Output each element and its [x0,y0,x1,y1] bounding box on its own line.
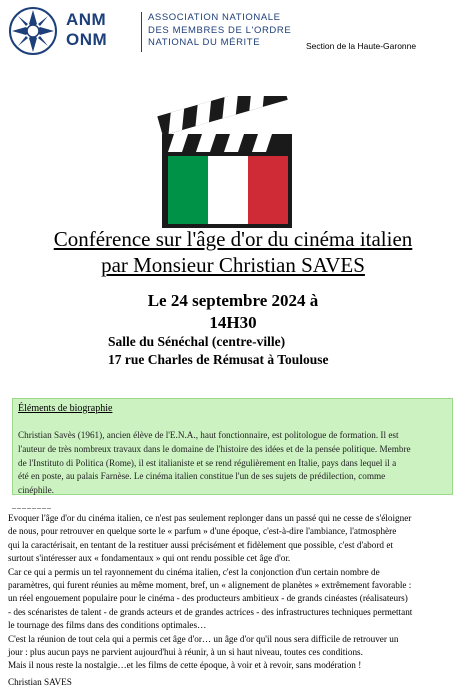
biography-line: l'auteur de très nombreux travaux dans le domaine de l'histoire des idées et de la pensée politique. Membre [18,443,411,454]
description-line: jour : plus aucun pays ne parvient aujourd'hui à réunir, à un si haut niveau, toutes ces conditions. [8,647,363,658]
description-line: Mais il nous reste la nostalgie…et les films de cette époque, à voir et à revoir, sans modération ! [8,660,362,671]
description-line: surtout s'intéresser aux « fondamentaux » qui ont rendu possible cet âge d'or. [8,553,291,564]
biography-line: Christian Savès (1961), ancien élève de l'E.N.A., haut fonctionnaire, est politologue de formation. Il est [18,430,399,440]
conference-description [8,512,458,673]
biography-line: de l'Instituto di Politica (Rome), il est italianiste et se rend régulièrement en Italie, pays dans lequel il a [18,457,397,468]
conference-speaker: par Monsieur Christian SAVES [101,253,365,277]
description-line: qui la caractérisait, en tentant de la restituer aussi précisément et fidèlement que possible, c'est d'abord et [8,539,393,550]
brand-line-2: ONM [66,30,108,49]
author-signature: Christian SAVES [8,677,72,687]
separator-line: ________ [12,501,52,510]
biography-line: cinéphile. [18,485,54,496]
description-line: C'est la réunion de tout cela qui a permis cet âge d'or… un âge d'or qu'il nous sera difficile de retrouver un [8,633,399,644]
brand-initials [66,10,107,50]
association-line-2: DES MEMBRES DE L'ORDRE [148,24,292,36]
association-name [148,12,291,50]
venue-name: Salle du Sénéchal (centre-ville) [108,334,286,349]
anm-onm-logo [8,4,308,56]
event-time: 14H30 [209,313,257,332]
association-line-1: ASSOCIATION NATIONALE [148,12,281,23]
italian-flag-clapperboard-icon [154,96,296,230]
biography-text [18,429,446,498]
description-line: de nous, pour retrouver en quelque sorte le « parfum » d'une époque, c'est-à-dire l'ambiance, l'atmosphère [8,526,397,537]
description-line: paramètres, qui furent réunies au même moment, bref, un « alignement de planètes » extrêmement favorable : [8,580,412,591]
order-of-merit-seal-icon [8,6,58,56]
section-label: Section de la Haute-Garonne [306,41,417,51]
description-line: - des scénaristes de talent - de grands acteurs et de grandes actrices - des infrastructures techniques permettant [8,606,413,617]
description-line: Evoquer l'âge d'or du cinéma italien, ce n'est pas seulement replonger dans un passé qui ne cesse de s'éloigner [8,513,412,523]
brand-line-1: ANM [66,10,107,29]
association-line-3: NATIONAL DU MÉRITE [148,37,261,48]
conference-title: Conférence sur l'âge d'or du cinéma italien [53,227,413,251]
venue-address: 17 rue Charles de Rémusat à Toulouse [108,352,329,367]
description-line: un réel engouement populaire pour le cinéma - des producteurs ambitieux - de grands cinéastes (réalisateurs) [8,593,408,604]
description-line: Car ce qui a permis un tel rayonnement du cinéma italien, c'est la conjonction d'un certain nombre de [8,566,380,577]
biography-line: été en poste, au palais Farnèse. Le cinéma italien constitue l'un de ses sujets de prédilection, comme [18,471,386,482]
logo-divider [141,12,142,52]
event-date: Le 24 septembre 2024 à [147,291,319,310]
description-line: le tournage des films dans des conditions optimales… [8,620,207,631]
biography-heading: Éléments de biographie [18,403,113,414]
biography-box [12,398,453,495]
